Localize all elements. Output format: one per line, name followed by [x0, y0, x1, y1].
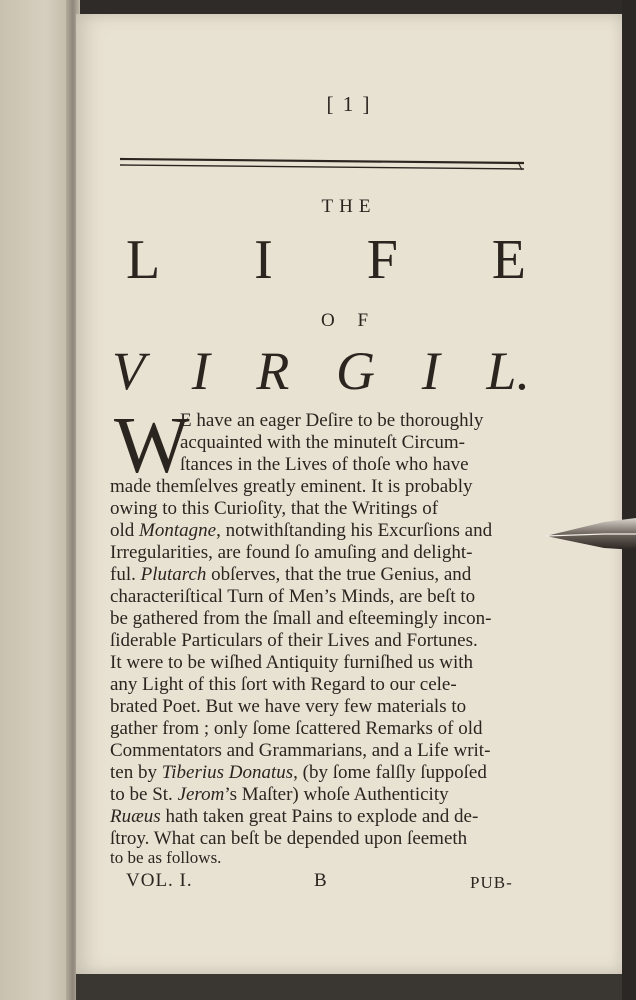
body-line: made themſelves greatly eminent. It is probably: [110, 476, 473, 497]
italic-name: Jerom: [177, 784, 225, 805]
body-line: to be as follows.: [110, 848, 222, 867]
book-page: [76, 14, 622, 974]
line-text: , notwithſtanding his Excurſions and: [216, 520, 493, 541]
body-line: [110, 806, 478, 828]
italic-name: Ruæus: [110, 806, 161, 827]
body-line: be gathered from the ſmall and eſteemingly incon-: [110, 608, 492, 629]
body-line: ſiderable Particulars of their Lives and Fortunes.: [110, 630, 478, 651]
title-life-letter: L: [126, 229, 161, 291]
title-virgil-letter: G: [336, 341, 376, 401]
title-virgil: [112, 340, 530, 402]
body-line: [110, 784, 449, 806]
line-text: old: [110, 520, 140, 541]
drop-cap: W: [114, 402, 190, 490]
background-bottom: [76, 974, 622, 1000]
italic-name: Tiberius Donatus: [161, 762, 294, 783]
title-of: O F: [320, 310, 378, 331]
double-rule-ornament: [120, 154, 524, 174]
title-virgil-letter: I: [191, 341, 210, 401]
body-line: [110, 520, 492, 542]
title-life-letter: F: [366, 229, 398, 291]
line-text: obſerves, that the true Genius, and: [206, 564, 472, 585]
catchword: PUB-: [470, 873, 513, 892]
line-text: ’s Maſter) whoſe Authenticity: [224, 784, 449, 805]
body-line: ſtances in the Lives of thoſe who have: [180, 454, 469, 475]
line-text: , (by ſome falſly ſuppoſed: [293, 762, 487, 783]
line-text: to be St.: [110, 784, 178, 805]
title-virgil-letter: L.: [486, 341, 530, 401]
title-life-letter: E: [491, 229, 526, 291]
body-line: owing to this Curioſity, that the Writings of: [110, 498, 439, 519]
body-line: gather from ; only ſome ſcattered Remarks of old: [110, 718, 483, 739]
italic-name: Plutarch: [140, 564, 207, 585]
body-line: characteriſtical Turn of Men’s Minds, are beſt to: [110, 586, 476, 607]
title-life: [126, 228, 526, 292]
body-line: [110, 762, 487, 784]
body-line: [110, 564, 471, 586]
title-virgil-letter: R: [256, 341, 290, 401]
line-text: ful.: [110, 564, 141, 585]
body-line: acquainted with the minuteſt Circum-: [180, 432, 465, 453]
title-virgil-letter: I: [421, 341, 440, 401]
page-number: [ 1 ]: [326, 92, 372, 116]
body-line: Irregularities, are found ſo amuſing and delight-: [110, 542, 473, 563]
line-text: ten by: [110, 762, 162, 783]
body-line: ſtroy. What can beſt be depended upon ſeemeth: [110, 828, 468, 849]
body-line: It were to be wiſhed Antiquity furniſhed us with: [110, 652, 474, 673]
title-virgil-letter: V: [112, 341, 145, 401]
background-edge: [622, 0, 636, 1000]
facing-page-edge: [0, 0, 76, 1000]
line-text: hath taken great Pains to explode and de-: [160, 806, 479, 827]
body-line: brated Poet. But we have very few materials to: [110, 696, 467, 717]
pen-nib-icon: [544, 510, 636, 558]
volume-signature: VOL. I.: [126, 870, 193, 891]
title-the: THE: [321, 196, 377, 217]
body-line: any Light of this ſort with Regard to our cele-: [110, 674, 457, 695]
gathering-signature: B: [314, 870, 327, 891]
italic-name: Montagne: [139, 520, 217, 541]
body-line: Commentators and Grammarians, and a Life writ-: [110, 740, 491, 761]
title-life-letter: I: [254, 229, 273, 291]
body-line: E have an eager Deſire to be thoroughly: [180, 410, 484, 431]
